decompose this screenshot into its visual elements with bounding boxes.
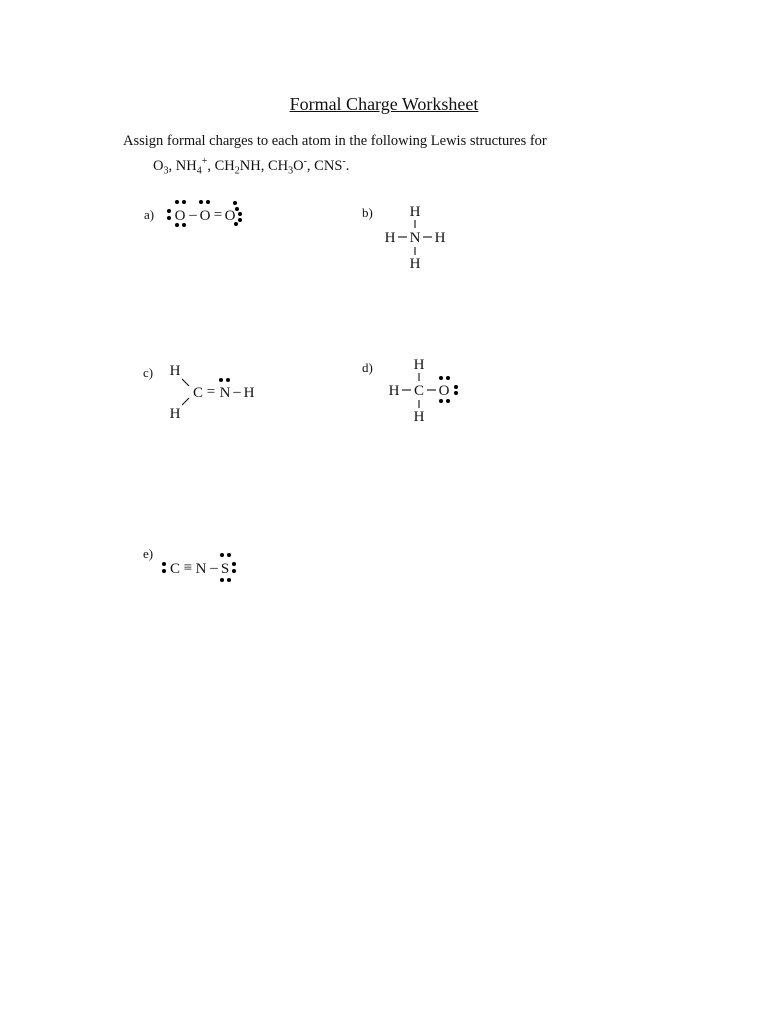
formula-ch2nh-sub: 2 [234, 165, 240, 177]
separator: , [168, 157, 176, 174]
problem-label-b: b) [362, 205, 373, 220]
problem-label-a: a) [144, 207, 155, 222]
atom-h-top: H [413, 357, 425, 373]
formula-o3: O [153, 157, 164, 174]
atom-o3: O [224, 208, 236, 224]
atom-h-left: H [388, 383, 400, 399]
formula-ch2nh-a: CH [214, 157, 235, 174]
formula-nh4-sub: 4 [196, 165, 202, 177]
bond-single: – [210, 560, 218, 576]
atom-o: O [438, 383, 450, 399]
page-title: Formal Charge Worksheet [289, 94, 479, 114]
atom-c: C [169, 561, 181, 577]
lewis-structure-methanimine [162, 358, 262, 424]
bond-c-h-lower [182, 398, 189, 405]
bond-single: – [233, 384, 241, 400]
atom-h-right: H [434, 230, 446, 246]
lewis-structure-ammonium [378, 198, 453, 276]
atom-h-upper: H [169, 363, 181, 379]
atom-c: C [192, 385, 204, 401]
atom-h-right: H [243, 385, 255, 401]
bond-double: = [206, 384, 216, 400]
atom-h-lower: H [169, 406, 181, 422]
atom-h-left: H [384, 230, 396, 246]
formula-ch3o-b: O [293, 157, 304, 174]
atom-s: S [220, 561, 230, 577]
atom-o2: O [199, 208, 211, 224]
bond-single: – [189, 207, 197, 223]
bond-double: = [213, 207, 223, 223]
atom-n: N [409, 230, 421, 246]
formula-ch3o-sub: 3 [288, 165, 294, 177]
atom-n: N [195, 561, 207, 577]
formula-ch3o-a: CH [267, 157, 289, 174]
lewis-structure-ozone [160, 195, 255, 233]
separator: , [207, 157, 215, 174]
atom-n: N [219, 385, 231, 401]
formula-ch3o-charge: - [303, 156, 307, 167]
bond-triple: ≡ [183, 560, 193, 576]
problem-label-c: c) [143, 365, 154, 380]
lewis-structure-methoxide [382, 352, 464, 430]
separator: , [260, 157, 268, 174]
atom-h-top: H [409, 204, 421, 220]
atom-o1: O [174, 208, 186, 224]
formula-nh4: NH [175, 157, 197, 174]
formula-cns-charge: - [342, 156, 346, 167]
instructions: Assign formal charges to each atom in the following Lewis structures for [123, 133, 547, 149]
problem-label-e: e) [143, 546, 154, 561]
formula-ch2nh-b: NH [239, 157, 261, 174]
formula-end: . [345, 157, 350, 174]
formula-list [153, 156, 349, 177]
formula-cns: CNS [314, 157, 343, 174]
formula-nh4-charge: + [201, 156, 208, 167]
atom-h-bottom: H [409, 256, 421, 272]
formula-o3-sub: 3 [163, 165, 169, 177]
bond-c-h-upper [182, 379, 189, 386]
lewis-structure-thiocyanate [158, 548, 243, 588]
atom-h-bottom: H [413, 409, 425, 425]
atom-c: C [413, 383, 425, 399]
separator: , [306, 157, 315, 174]
problem-label-d: d) [362, 360, 373, 375]
